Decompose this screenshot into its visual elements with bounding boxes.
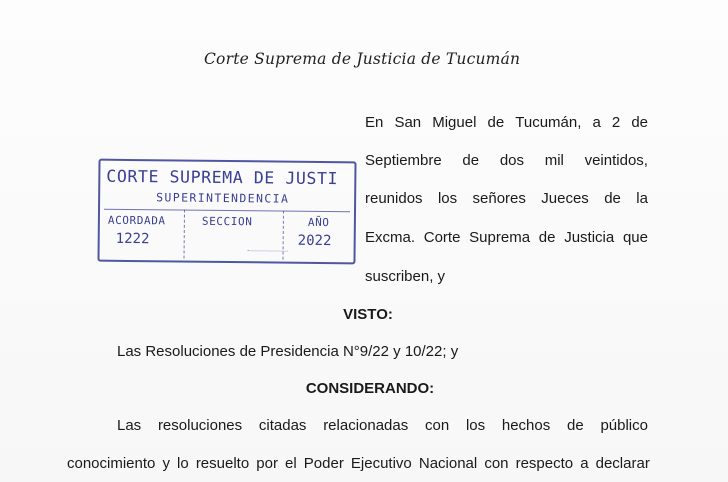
word: reunidos (365, 190, 423, 207)
body-line (117, 417, 648, 435)
word: 2 (611, 114, 621, 131)
stamp-title: CORTE SUPREMA DE JUSTI (106, 166, 339, 189)
word: Poder (303, 455, 344, 472)
word: a (580, 455, 589, 472)
word: Corte (423, 229, 461, 246)
word: Nacional (418, 455, 478, 472)
word: Miguel (432, 114, 477, 131)
word: citadas (258, 417, 307, 434)
word: el (285, 455, 297, 472)
intro-line (365, 268, 445, 286)
word: a (592, 114, 601, 131)
stamp-ano-label: AÑO (307, 215, 330, 230)
stamp-acordada-label: ACORDADA (107, 213, 166, 228)
stamp-ano-value: 2022 (297, 232, 332, 250)
stamp-acordada-value: 1222 (115, 230, 150, 248)
visto-text: Las Resoluciones de Presidencia N°9/22 y 10/22; y (117, 343, 459, 360)
word: Excma. (365, 229, 416, 246)
word: con (484, 455, 509, 472)
word: San (394, 114, 422, 131)
word: que (622, 229, 648, 246)
word: de (567, 417, 584, 434)
word: dos (499, 152, 524, 169)
word: los (465, 417, 486, 434)
court-stamp (97, 159, 356, 265)
word: conocimiento (67, 455, 156, 472)
word: suscriben, y (365, 268, 446, 285)
word: los (437, 190, 458, 207)
word: de (487, 114, 505, 131)
body-line (67, 455, 650, 473)
word: Tucumán, (515, 114, 582, 131)
word: de (631, 114, 648, 131)
word: de (462, 152, 480, 169)
stamp-seccion-label: SECCION (201, 214, 253, 229)
stamp-subtitle: SUPERINTENDENCIA (156, 190, 290, 206)
letterhead: Corte Suprema de Justicia de Tucumán (204, 50, 521, 68)
intro-line (365, 114, 648, 132)
word: veintidos, (584, 152, 648, 169)
word: resoluciones (157, 417, 243, 434)
stamp-smudge (248, 250, 288, 256)
word: Suprema (469, 229, 531, 246)
word: por (256, 455, 278, 472)
word: público (600, 417, 648, 434)
word: declarar (595, 455, 650, 472)
word: lo (177, 455, 189, 472)
word: relacionadas (323, 417, 409, 434)
visto-heading: VISTO: (343, 306, 393, 323)
word: señores (472, 190, 526, 207)
word: mil (544, 152, 564, 169)
word: de (604, 190, 621, 207)
word: Las (117, 417, 142, 434)
intro-line (365, 229, 648, 247)
considerando-heading: CONSIDERANDO: (305, 380, 435, 397)
word: Ejecutivo (350, 455, 412, 472)
word: y (162, 455, 170, 472)
word: Septiembre (365, 152, 442, 169)
word: resuelto (195, 455, 250, 472)
word: respecto (515, 455, 574, 472)
word: la (636, 190, 648, 207)
word: hechos (501, 417, 551, 434)
word: En (365, 114, 384, 131)
intro-line (365, 152, 648, 170)
word: Jueces (541, 190, 589, 207)
word: con (425, 417, 450, 434)
intro-line (365, 190, 648, 208)
word: Justicia (564, 229, 615, 246)
word: de (538, 229, 556, 246)
